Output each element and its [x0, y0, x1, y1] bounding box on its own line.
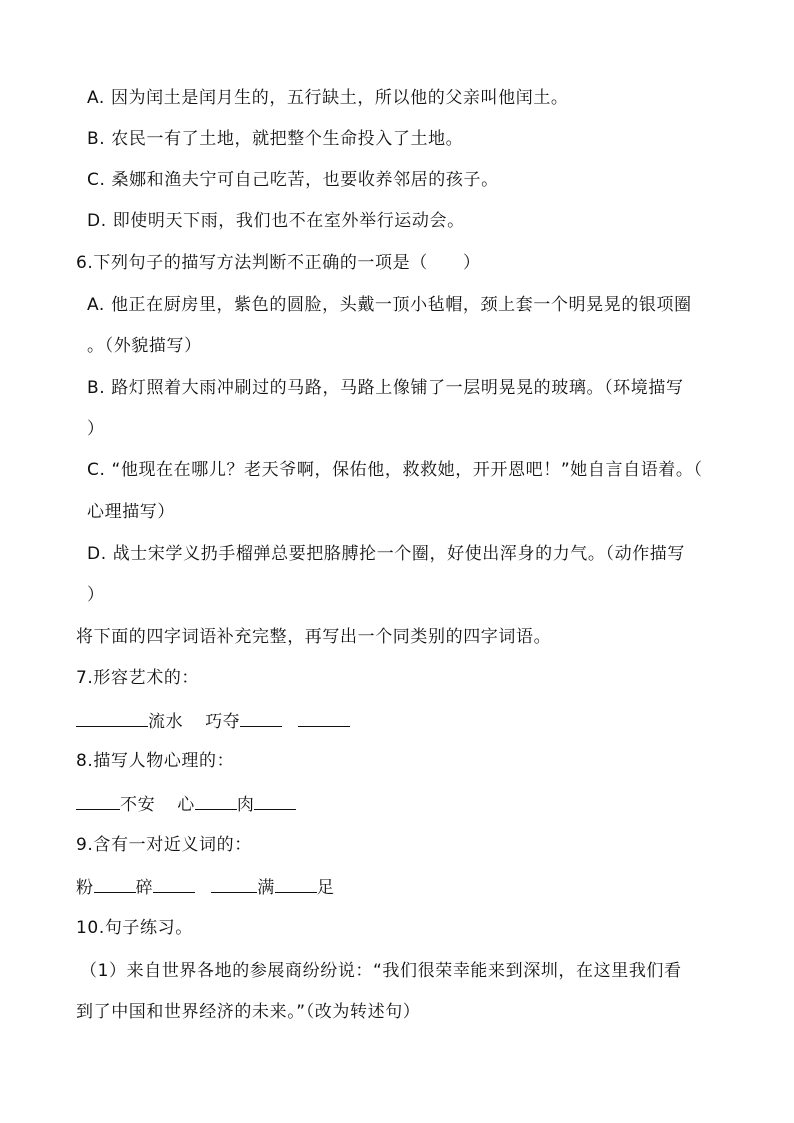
- question-8-answer-line: [76, 791, 296, 817]
- q6-option-a-line1: A. 他正在厨房里，紫色的圆脸，头戴一顶小毡帽，颈上套一个明晃晃的银项圈: [87, 295, 692, 315]
- word: 肉: [236, 795, 255, 815]
- blank[interactable]: [76, 791, 120, 810]
- question-7-answer-line: [76, 708, 350, 734]
- question-6-stem: 6.下列句子的描写方法判断不正确的一项是（ ）: [76, 253, 481, 273]
- word: 流水: [148, 712, 184, 732]
- question-10-stem: 10.句子练习。: [76, 918, 193, 938]
- blank[interactable]: [153, 874, 195, 893]
- option-b: B. 农民一有了土地，就把整个生命投入了土地。: [87, 129, 464, 149]
- blank[interactable]: [298, 708, 350, 727]
- blank[interactable]: [275, 874, 317, 893]
- word: 碎: [135, 878, 154, 898]
- q6-option-d-line1: D. 战士宋学义扔手榴弹总要把胳膊抡一个圈，好使出浑身的力气。（动作描写: [87, 544, 685, 564]
- word: 足: [316, 878, 335, 898]
- word: 心: [177, 795, 195, 815]
- question-8-stem: 8.描写人物心理的：: [76, 751, 235, 771]
- q6-option-b-line2: ）: [87, 419, 105, 439]
- blank[interactable]: [94, 874, 136, 893]
- word: 巧夺: [205, 712, 241, 732]
- word: 不安: [120, 795, 156, 815]
- q6-option-d-line2: ）: [87, 585, 105, 605]
- blank[interactable]: [211, 874, 257, 893]
- option-d: D. 即使明天下雨，我们也不在室外举行运动会。: [87, 211, 465, 231]
- blank[interactable]: [240, 708, 282, 727]
- q6-option-a-line2: 。（外貌描写）: [87, 336, 202, 356]
- option-a: A. 因为闰土是闰月生的，五行缺土，所以他的父亲叫他闰土。: [87, 88, 569, 108]
- section-instruction: 将下面的四字词语补充完整，再写出一个同类别的四字词语。: [76, 627, 552, 647]
- question-9-answer-line: [76, 874, 334, 900]
- word: 满: [257, 878, 275, 898]
- blank[interactable]: [254, 791, 296, 810]
- question-7-stem: 7.形容艺术的：: [76, 668, 200, 688]
- q6-option-c-line2: 心理描写）: [87, 502, 175, 522]
- q6-option-b-line1: B. 路灯照着大雨冲刷过的马路，马路上像铺了一层明晃晃的玻璃。（环境描写: [87, 378, 684, 398]
- q6-option-c-line1: C. “他现在在哪儿？老天爷啊，保佑他，救救她，开开恩吧！”她自言自语着。（: [87, 460, 703, 480]
- word: 粉: [76, 878, 94, 898]
- option-c: C. 桑娜和渔夫宁可自己吃苦，也要收养邻居的孩子。: [87, 170, 499, 190]
- question-9-stem: 9.含有一对近义词的：: [76, 835, 252, 855]
- q10-part1-line2: 到了中国和世界经济的未来。”（改为转述句）: [76, 1002, 421, 1022]
- blank[interactable]: [195, 791, 237, 810]
- blank[interactable]: [76, 708, 148, 727]
- q10-part1-line1: （1）来自世界各地的参展商纷纷说：“我们很荣幸能来到深圳，在这里我们看: [80, 961, 682, 981]
